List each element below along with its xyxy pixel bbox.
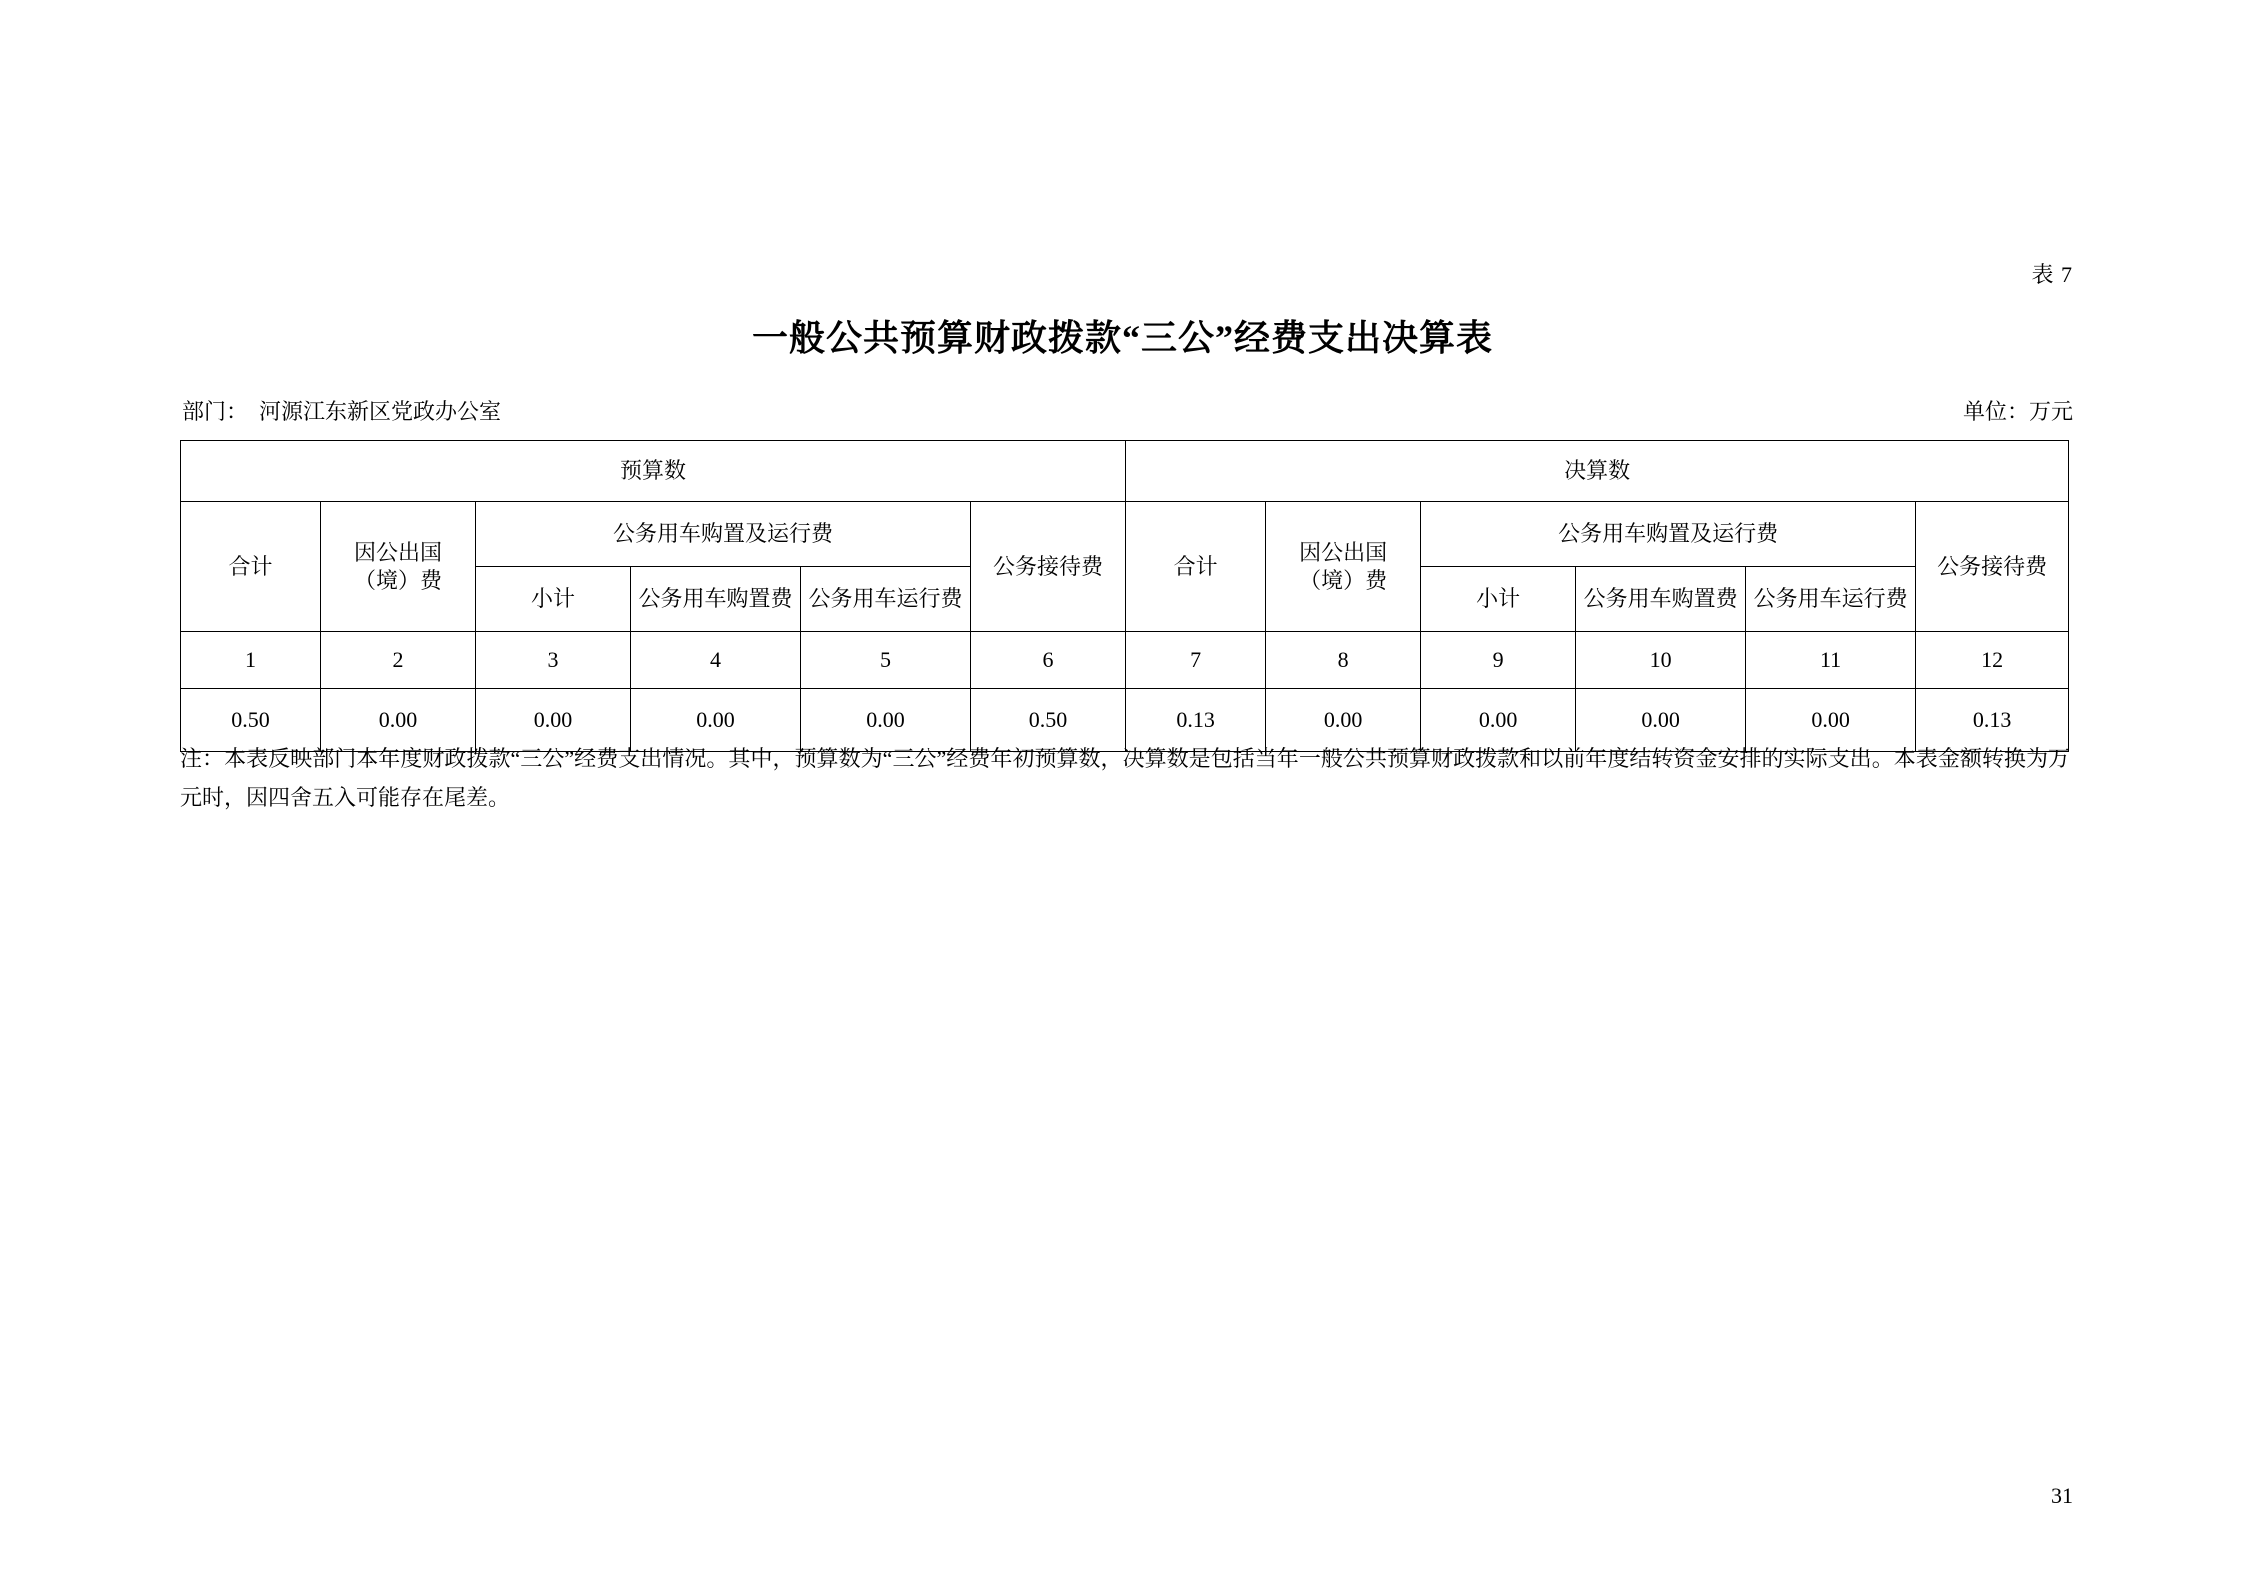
column-number: 9 xyxy=(1421,632,1576,689)
column-number: 4 xyxy=(631,632,801,689)
page-title: 一般公共预算财政拨款“三公”经费支出决算表 xyxy=(751,318,1493,358)
column-number: 10 xyxy=(1576,632,1746,689)
value-cell: 0.00 xyxy=(321,689,476,752)
table-note xyxy=(180,740,2070,817)
group-header-budget: 预算数 xyxy=(181,441,1126,502)
value-cell: 0.00 xyxy=(801,689,971,752)
header-budget-vehicle-group: 公务用车购置及运行费 xyxy=(476,502,971,567)
value-cell: 0.13 xyxy=(1916,689,2069,752)
table-header-row-1 xyxy=(181,502,2069,567)
table-group-header-row xyxy=(181,441,2069,502)
header-budget-reception: 公务接待费 xyxy=(971,502,1126,632)
meta-row xyxy=(182,395,2073,425)
header-budget-total: 合计 xyxy=(181,502,321,632)
table-column-number-row xyxy=(181,632,2069,689)
header-budget-abroad: 因公出国（境）费 xyxy=(321,502,476,632)
value-cell: 0.00 xyxy=(1746,689,1916,752)
table-note-text: 注：本表反映部门本年度财政拨款“三公”经费支出情况。其中，预算数为“三公”经费年初预算数，决算数是包括当年一般公共预算财政拨款和以前年度结转资金安排的实际支出。本表金额转换为万元时，因四舍五入可能存在尾差。 xyxy=(180,746,2070,810)
department-info xyxy=(182,395,501,426)
value-cell: 0.00 xyxy=(1576,689,1746,752)
header-final-vehicle-operation: 公务用车运行费 xyxy=(1746,567,1916,632)
header-final-abroad: 因公出国（境）费 xyxy=(1266,502,1421,632)
column-number: 6 xyxy=(971,632,1126,689)
department-label: 部门： xyxy=(182,399,249,424)
group-header-final: 决算数 xyxy=(1126,441,2069,502)
header-budget-vehicle-subtotal: 小计 xyxy=(476,567,631,632)
column-number: 12 xyxy=(1916,632,2069,689)
column-number: 11 xyxy=(1746,632,1916,689)
header-budget-vehicle-operation: 公务用车运行费 xyxy=(801,567,971,632)
header-final-vehicle-purchase: 公务用车购置费 xyxy=(1576,567,1746,632)
value-cell: 0.50 xyxy=(181,689,321,752)
header-final-total: 合计 xyxy=(1126,502,1266,632)
column-number: 1 xyxy=(181,632,321,689)
column-number: 7 xyxy=(1126,632,1266,689)
value-cell: 0.00 xyxy=(1421,689,1576,752)
value-cell: 0.00 xyxy=(631,689,801,752)
header-final-reception: 公务接待费 xyxy=(1916,502,2069,632)
department-name: 河源江东新区党政办公室 xyxy=(259,399,502,424)
column-number: 8 xyxy=(1266,632,1421,689)
column-number: 3 xyxy=(476,632,631,689)
value-cell: 0.13 xyxy=(1126,689,1266,752)
unit-label: 单位：万元 xyxy=(1962,399,2073,424)
column-number: 2 xyxy=(321,632,476,689)
three-public-expenses-table xyxy=(180,440,2069,752)
value-cell: 0.00 xyxy=(476,689,631,752)
header-final-vehicle-subtotal: 小计 xyxy=(1421,567,1576,632)
header-final-vehicle-group: 公务用车购置及运行费 xyxy=(1421,502,1916,567)
page-number: 31 xyxy=(2051,1483,2073,1508)
table-label: 表 7 xyxy=(2031,262,2073,287)
column-number: 5 xyxy=(801,632,971,689)
value-cell: 0.50 xyxy=(971,689,1126,752)
header-budget-vehicle-purchase: 公务用车购置费 xyxy=(631,567,801,632)
value-cell: 0.00 xyxy=(1266,689,1421,752)
